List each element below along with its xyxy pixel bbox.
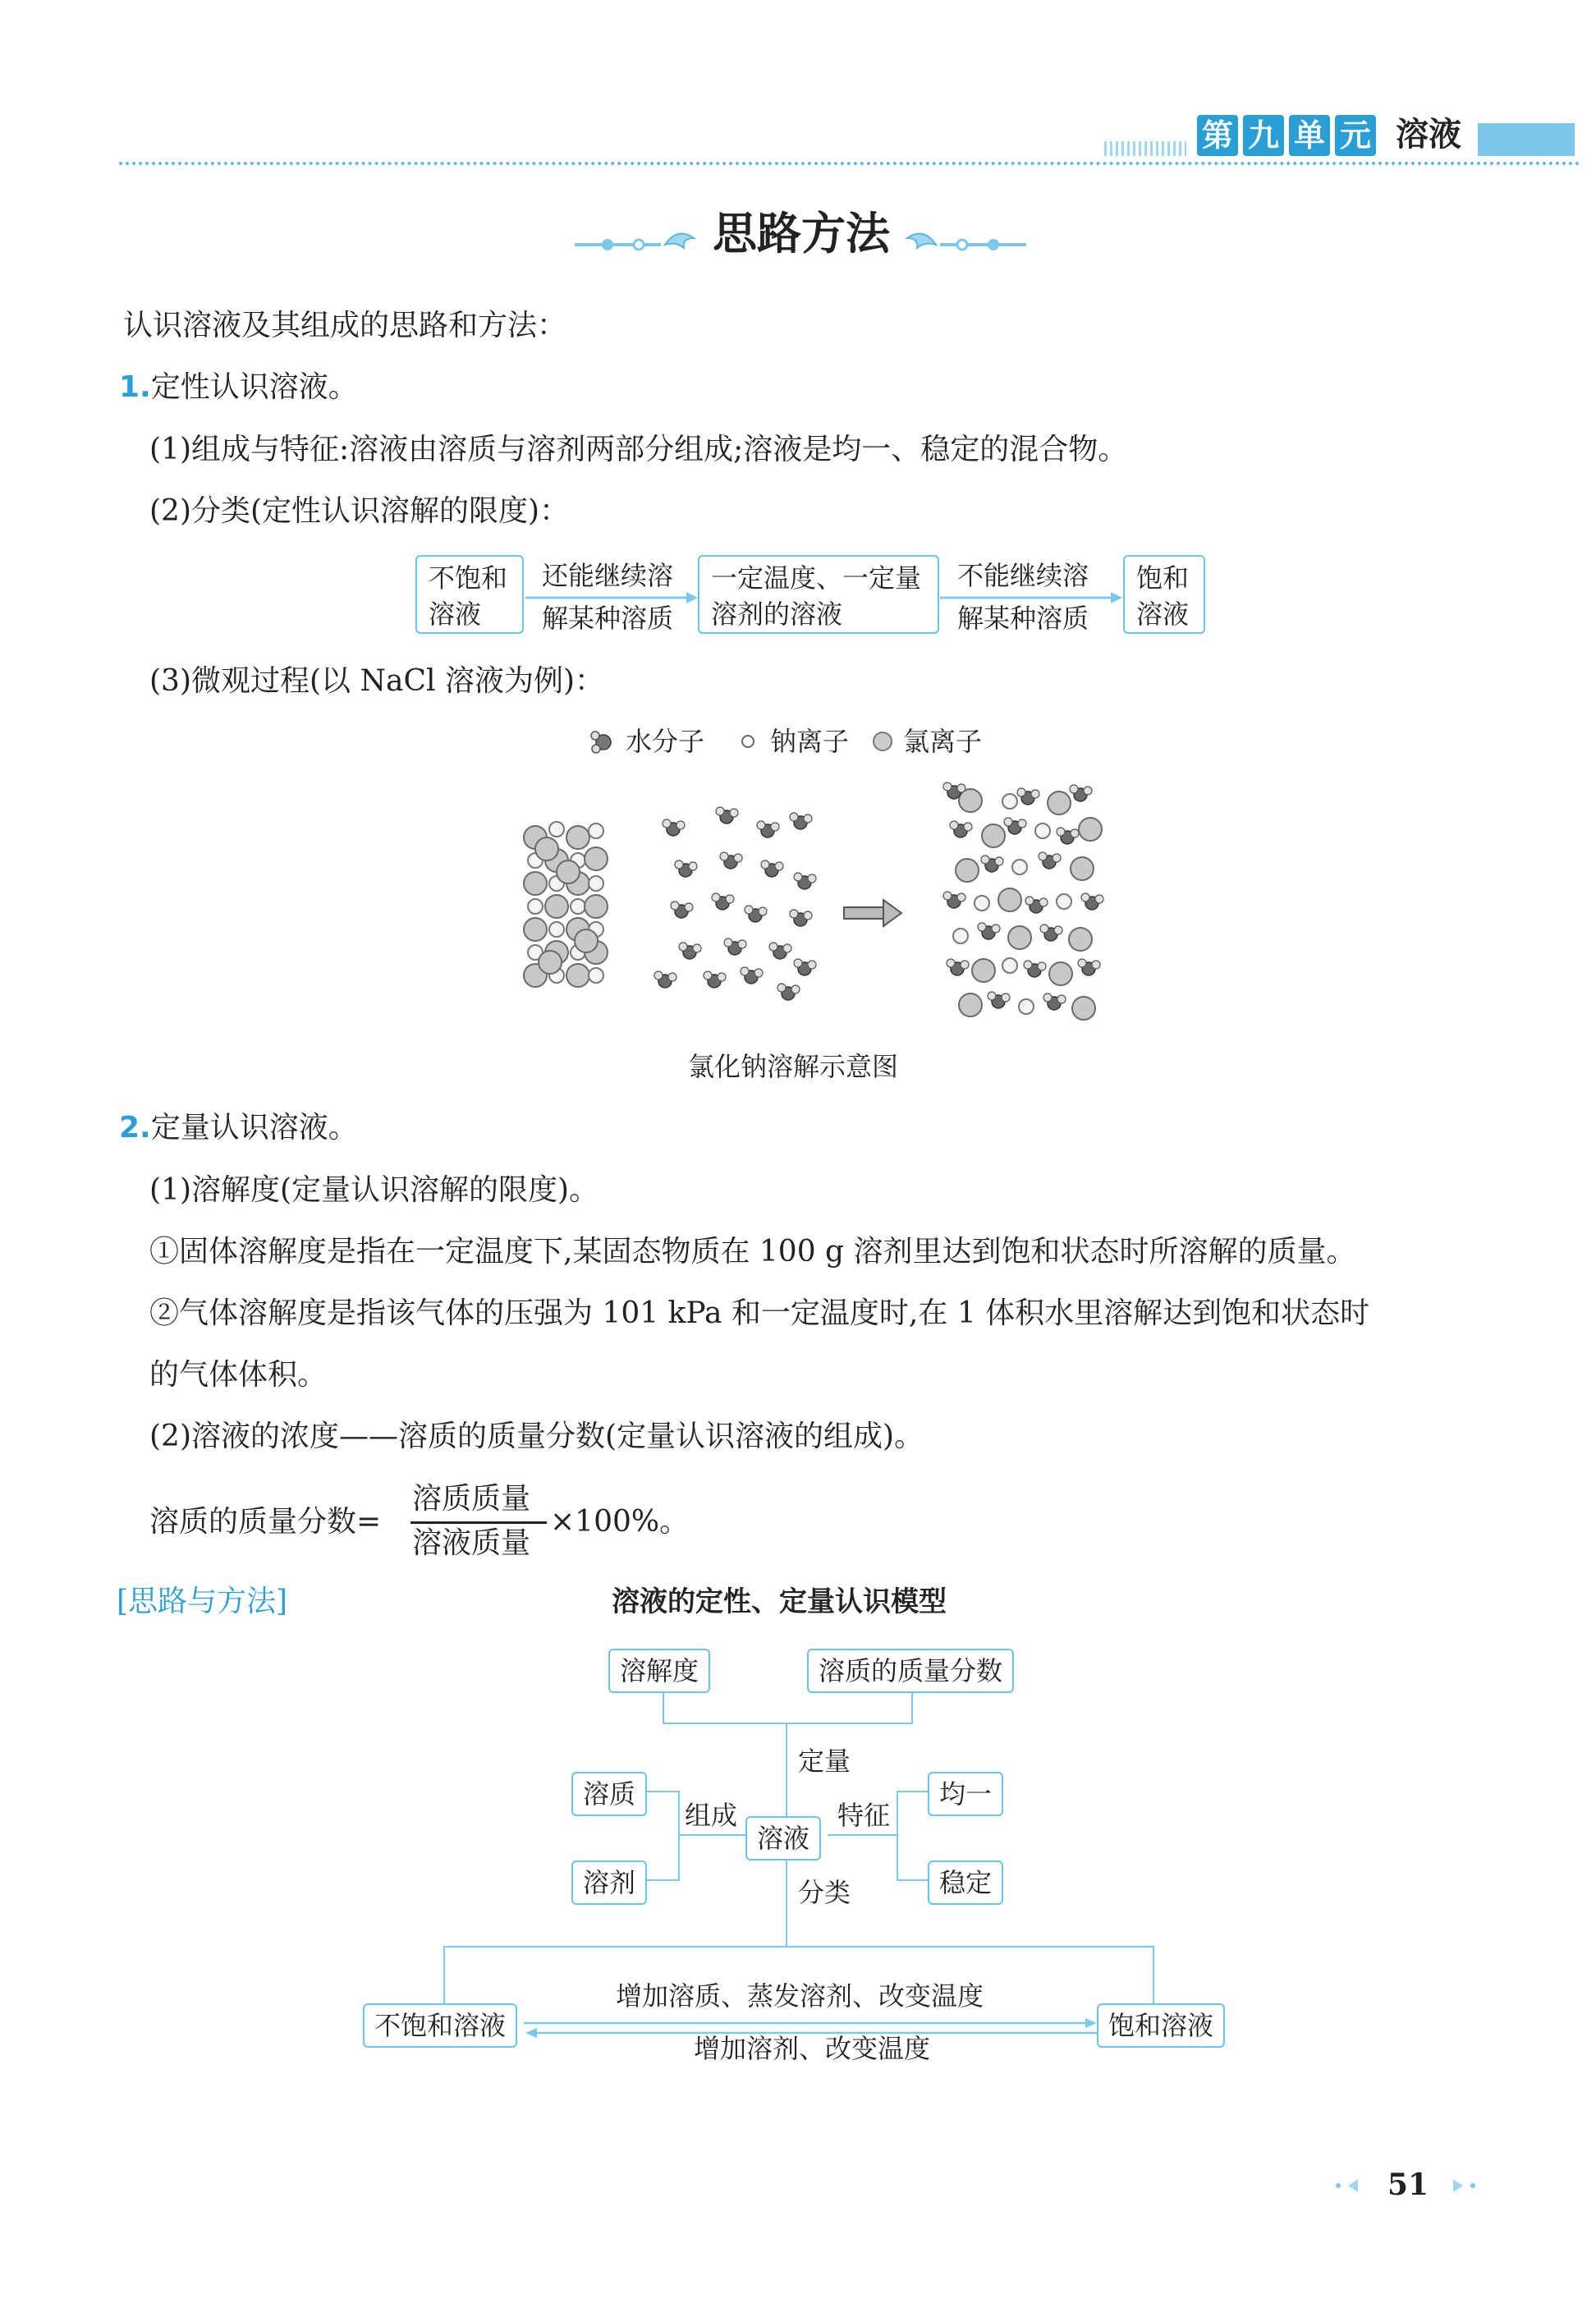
part1-heading	[119, 369, 358, 406]
flow-box-middle	[698, 555, 939, 634]
line-top-horizontal	[663, 1723, 913, 1724]
part2-p4: (2)溶液的浓度——溶质的质量分数(定量认识溶液的组成)。	[149, 1420, 924, 1453]
figure-caption: 氯化钠溶解示意图	[688, 1051, 899, 1082]
title-ornament-left	[575, 222, 706, 263]
box-mass-fraction: 溶质的质量分数	[807, 1649, 1014, 1693]
legend-sodium: 钠离子	[770, 726, 850, 757]
label-composition: 组成	[685, 1800, 738, 1831]
unit-title: 溶液	[1396, 116, 1461, 154]
line-uniform-left	[897, 1791, 929, 1792]
flow-box-unsaturated-line1: 不饱和	[429, 562, 508, 594]
formula-numerator: 溶质质量	[412, 1482, 531, 1516]
nacl-dissolution-figure	[517, 780, 1108, 1043]
title-ornament-right	[895, 222, 1026, 263]
part1-p3: (3)微观过程(以 NaCl 溶液为例)：	[149, 664, 604, 698]
sodium-ion-icon	[739, 732, 757, 750]
part2-number: 2.	[119, 1111, 151, 1145]
line-fraction-down	[911, 1693, 913, 1724]
part2-title: 定量认识溶液。	[150, 1111, 358, 1145]
flow-arrow2-top: 不能继续溶	[957, 560, 1089, 591]
flow-arrow1	[525, 590, 698, 606]
chloride-ion-icon	[870, 729, 895, 754]
line-left-to-center	[678, 1834, 747, 1836]
box-solvent: 溶剂	[571, 1860, 647, 1905]
part1-p1: (1)组成与特征:溶液由溶质与溶剂两部分组成;溶液是均一、稳定的混合物。	[149, 433, 1128, 466]
label-to-saturated: 增加溶质、蒸发溶剂、改变温度	[616, 1980, 984, 2012]
line-solubility-down	[663, 1693, 664, 1724]
model-title: 溶液的定性、定量认识模型	[612, 1585, 947, 1618]
flow-arrow1-top: 还能继续溶	[542, 560, 674, 591]
part2-p3b: 的气体体积。	[149, 1358, 328, 1392]
line-class-vertical	[786, 1856, 787, 1946]
part2-heading	[119, 1110, 358, 1146]
header-divider	[119, 162, 1580, 165]
flow-arrow1-bottom: 解某种溶质	[542, 603, 674, 634]
unit-chip-1: 第	[1197, 115, 1238, 156]
part1-title: 定性认识溶液。	[150, 370, 358, 404]
line-unsat-up	[443, 1946, 445, 2003]
header-banner-bar	[1478, 123, 1575, 156]
salt-crystal	[524, 822, 608, 987]
flow-arrow2-bottom: 解某种溶质	[957, 603, 1089, 634]
intro-text: 认识溶液及其组成的思路和方法：	[123, 309, 567, 342]
water-molecule-icon	[589, 729, 617, 754]
dissolved-ions	[943, 782, 1103, 1020]
box-solubility: 溶解度	[608, 1649, 710, 1693]
dissolve-arrow-icon	[844, 900, 901, 926]
line-center-to-right	[828, 1834, 898, 1836]
box-saturated: 饱和溶液	[1097, 2003, 1225, 2048]
water-molecules	[654, 807, 816, 1000]
line-solvent-right	[647, 1879, 680, 1881]
flow-box-saturated-line2: 溶液	[1136, 599, 1190, 630]
flow-arrow2	[940, 590, 1122, 606]
formula-lhs: 溶质的质量分数=	[149, 1505, 382, 1539]
part1-number: 1.	[119, 370, 151, 404]
box-uniform: 均一	[928, 1772, 1003, 1816]
legend-water: 水分子	[626, 726, 705, 757]
section-title: 思路方法	[713, 208, 890, 259]
line-bottom-horizontal	[443, 1946, 1154, 1948]
box-unsaturated: 不饱和溶液	[363, 2003, 517, 2048]
line-stable-left	[897, 1879, 929, 1881]
flow-box-saturated	[1123, 555, 1205, 634]
unit-chip-4: 元	[1335, 115, 1376, 156]
fraction-bar	[410, 1521, 547, 1524]
flow-box-saturated-line1: 饱和	[1136, 562, 1190, 594]
line-sat-up	[1153, 1946, 1154, 2003]
part2-p2: ①固体溶解度是指在一定温度下,某固态物质在 100 g 溶剂里达到饱和状态时所溶解的质量。	[149, 1235, 1356, 1269]
legend-chloride: 氯离子	[903, 726, 983, 757]
part2-p3a: ②气体溶解度是指该气体的压强为 101 kPa 和一定温度时,在 1 体积水里溶解达到饱和状态时	[149, 1296, 1370, 1330]
label-to-unsaturated: 增加溶剂、改变温度	[694, 2033, 931, 2064]
line-right-bracket	[897, 1791, 898, 1881]
line-solute-right	[647, 1791, 680, 1792]
header-hatch	[1104, 141, 1186, 156]
formula-denominator: 溶液质量	[412, 1526, 531, 1560]
box-stable: 稳定	[928, 1860, 1003, 1905]
line-quant-vertical	[786, 1723, 787, 1821]
flow-box-middle-line2: 溶剂的溶液	[711, 599, 843, 630]
line-left-bracket	[678, 1791, 680, 1881]
flow-box-unsaturated-line2: 溶液	[429, 599, 482, 630]
flow-box-unsaturated	[415, 555, 524, 634]
formula-rhs: ×100%。	[550, 1505, 690, 1539]
box-solute: 溶质	[571, 1772, 647, 1816]
part2-p1: (1)溶解度(定量认识溶解的限度)。	[149, 1173, 599, 1207]
label-quantitative: 定量	[798, 1746, 851, 1777]
page-number: 51	[1387, 2168, 1429, 2202]
box-solution: 溶液	[745, 1816, 821, 1860]
label-classification: 分类	[798, 1877, 851, 1908]
part1-p2: (2)分类(定性认识溶解的限度)：	[149, 494, 570, 528]
unit-chip-2: 九	[1243, 115, 1284, 156]
unit-chip-3: 单	[1289, 115, 1330, 156]
label-feature: 特征	[837, 1800, 891, 1831]
method-tag: [思路与方法]	[117, 1585, 288, 1618]
flow-box-middle-line1: 一定温度、一定量	[711, 562, 922, 594]
